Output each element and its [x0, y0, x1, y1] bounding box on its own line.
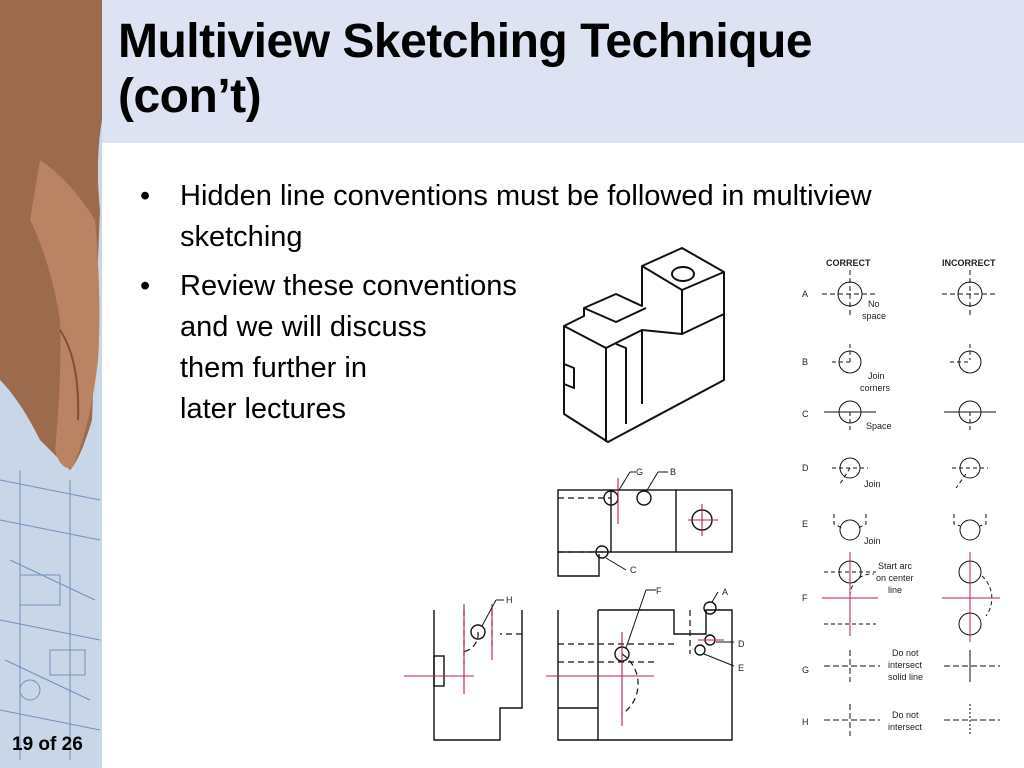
slide-title	[118, 14, 812, 124]
row-note: space	[862, 311, 887, 321]
callout-label: C	[630, 565, 637, 575]
hand-blueprint-photo	[0, 0, 102, 768]
bullet-line: • Review these conventions	[180, 270, 517, 302]
callout-label: H	[506, 595, 513, 605]
row-note: Space	[866, 421, 892, 431]
row-letter: F	[802, 593, 808, 603]
row-letter: E	[802, 519, 809, 529]
decorative-photo-strip	[0, 0, 102, 768]
isometric-part-drawing	[556, 244, 732, 450]
bullet-line: sketching	[180, 221, 303, 253]
multiview-drawings	[404, 464, 768, 754]
incorrect-header: INCORRECT	[942, 258, 996, 268]
bullet-line: and we will discuss	[180, 311, 427, 343]
row-letter: B	[802, 357, 809, 367]
row-note: Start arc	[878, 561, 913, 571]
bullet-line: • Hidden line conventions must be followed in multiview	[180, 180, 872, 212]
callout-label: E	[738, 663, 745, 673]
title-line-2: (con’t)	[118, 70, 262, 123]
callout-label: D	[738, 639, 745, 649]
row-note: Do not	[892, 648, 919, 658]
row-note: on center	[876, 573, 914, 583]
row-note: line	[888, 585, 903, 595]
callout-label: A	[722, 587, 729, 597]
row-letter: H	[802, 717, 809, 727]
bullet-line: later lectures	[180, 393, 347, 425]
row-note: intersect	[888, 660, 923, 670]
correct-header: CORRECT	[826, 258, 871, 268]
row-note: intersect	[888, 722, 923, 732]
callout-label: F	[656, 586, 662, 596]
bullet-line: them further in	[180, 352, 367, 384]
row-note: solid line	[888, 672, 924, 682]
callout-label: B	[670, 467, 677, 477]
row-note: Join	[864, 536, 881, 546]
row-letter: C	[802, 409, 809, 419]
row-note: Do not	[892, 710, 919, 720]
row-letter: A	[802, 289, 809, 299]
title-line-1: Multiview Sketching Technique	[118, 15, 813, 68]
row-letter: G	[802, 665, 810, 675]
row-letter: D	[802, 463, 809, 473]
callout-label: G	[636, 467, 644, 477]
row-note: Join	[868, 371, 885, 381]
conventions-table	[796, 252, 1012, 742]
row-note: No	[868, 299, 880, 309]
row-note: corners	[860, 383, 891, 393]
row-note: Join	[864, 479, 881, 489]
page-number: 19 of 26	[12, 734, 83, 755]
